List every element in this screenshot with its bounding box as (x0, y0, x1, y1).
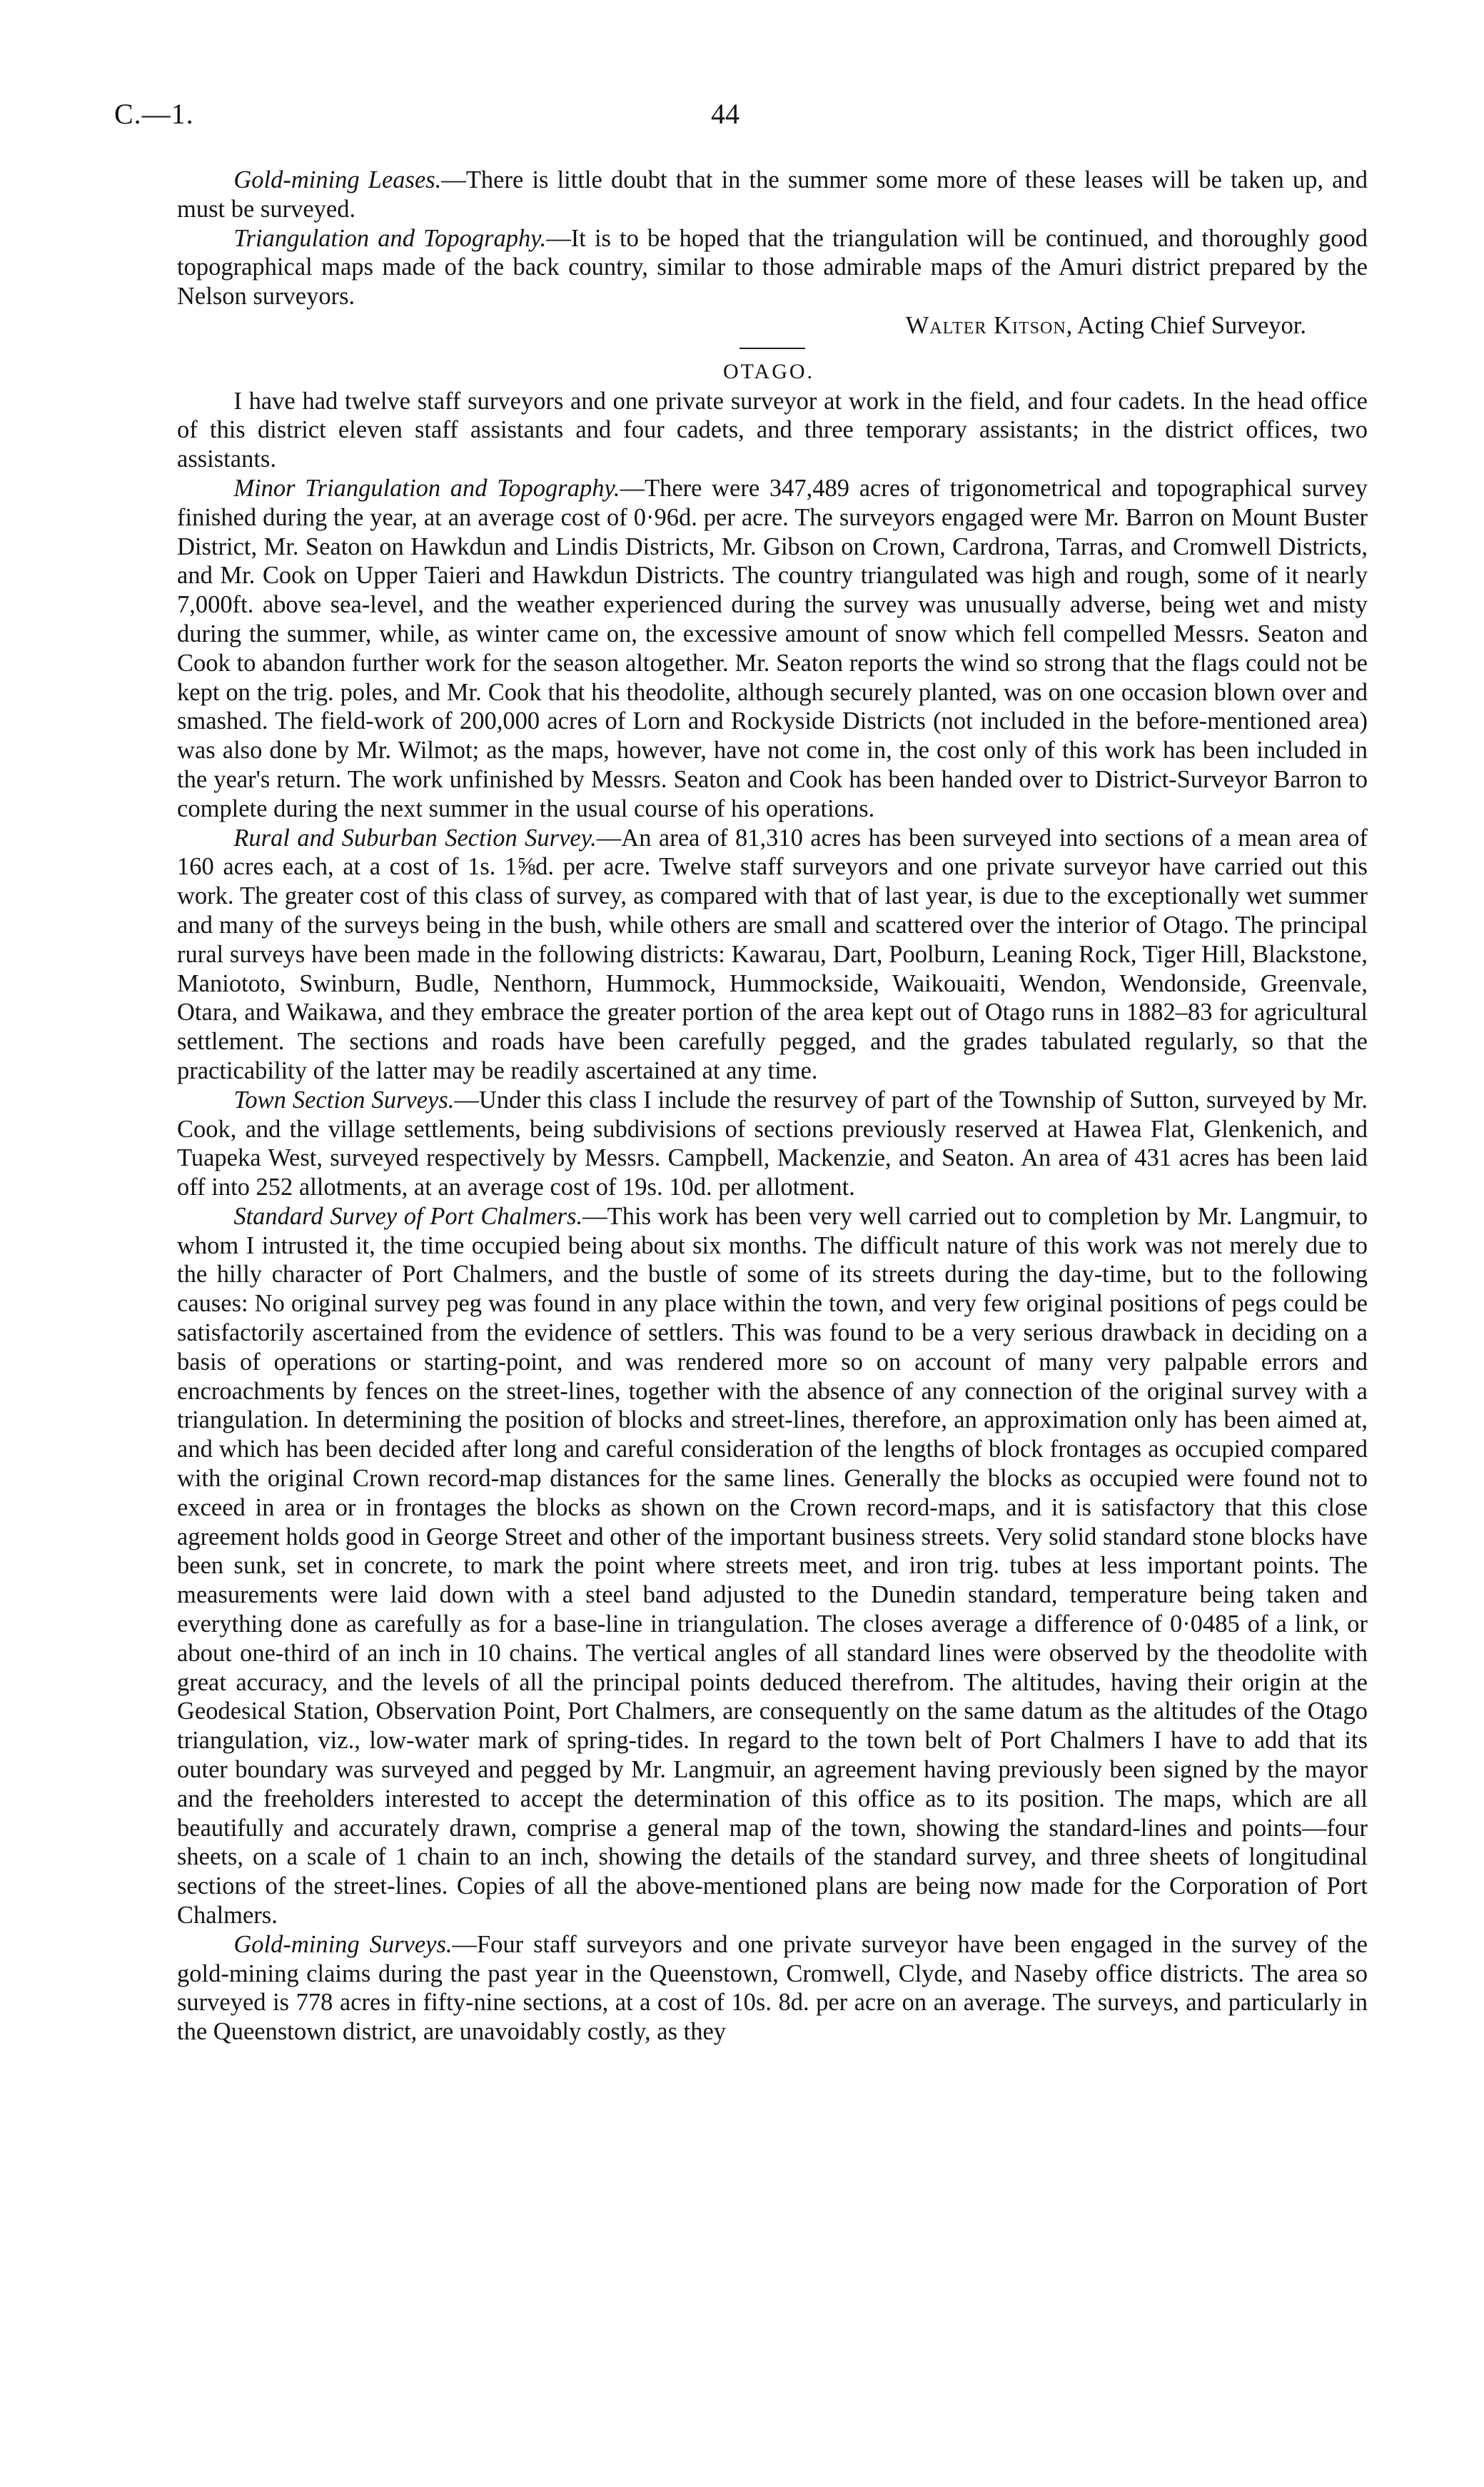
paragraph-text: —Under this class I include the resurvey of part of the Township of Sutton, surveyed by Mr. Cook, and the village settlements, being subdivisions of sections previously reserved at Hawea Flat, Glenkenich, and Tuapeka West, surveyed respectively by Messrs. Campbell, Mackenzie, and Seaton. An area of 431 acres has been laid off into 252 allotments, at an average cost of 19s. 10d. per allotment. (177, 1086, 1368, 1201)
signature-line (177, 311, 1368, 340)
paragraph-town-section-surveys (177, 1086, 1368, 1202)
paragraph-standard-survey-port-chalmers (177, 1202, 1368, 1930)
paragraph-staff-summary (177, 387, 1368, 474)
page-header (114, 97, 1371, 140)
body-text (177, 166, 1368, 2047)
paragraph-heading: Gold-mining Surveys. (233, 1930, 453, 1958)
section-divider (177, 340, 1368, 358)
paragraph-minor-triangulation (177, 474, 1368, 824)
divider-rule (740, 348, 805, 349)
paragraph-text: I have had twelve staff surveyors and one private surveyor at work in the field, and four cadets. In the head office of this district eleven staff assistants and four cadets, and three temporary assistants; in the district offices, two assistants. (177, 387, 1368, 473)
paragraph-rural-suburban-survey (177, 824, 1368, 1086)
paragraph-text: —This work has been very well carried out to completion by Mr. Langmuir, to whom I intrusted it, the time occupied being about six months. The difficult nature of this work was not merely due to the hilly character of Port Chalmers, and the bustle of some of its streets during the day-time, but to the following causes: No original survey peg was found in any place within the town, and very few original positions of pegs could be satisfactorily ascertained from the evidence of settlers. This was found to be a very serious drawback in deciding on a basis of operations or starting-point, and was rendered more so on account of many very palpable errors and encroachments by fences on the street-lines, together with the absence of any connection of the original survey with a triangulation. In determining the position of blocks and street-lines, therefore, an approximation only has been aimed at, and which has been decided after long and careful consideration of the lengths of block frontages as occupied compared with the original Crown record-map distances for the same lines. Generally the blocks as occupied were found not to exceed in area or in frontages the blocks as shown on the Crown record-maps, and it is satisfactory that this close agreement holds good in George Street and other of the important business streets. Very solid standard stone blocks have been sunk, set in concrete, to mark the point where streets meet, and iron trig. tubes at less important points. The measurements were laid down with a steel band adjusted to the Dunedin standard, temperature being taken and everything done as carefully as for a base-line in triangulation. The closes average a difference of 0·0485 of a link, or about one-third of an inch in 10 chains. The vertical angles of all standard lines were observed by the theodolite with great accuracy, and the levels of all the principal points deduced therefrom. The altitudes, having their origin at the Geodesical Station, Observation Point, Port Chalmers, are consequently on the same datum as the altitudes of the Otago triangulation, viz., low-water mark of spring-tides. In regard to the town belt of Port Chalmers I have to add that its outer boundary was surveyed and pegged by Mr. Langmuir, an agreement having previously been signed by the mayor and the freeholders interested to accept the determination of this office as to its position. The maps, which are all beautifully and accurately drawn, comprise a general map of the town, showing the standard-lines and points—four sheets, on a scale of 1 chain to an inch, showing the details of the standard survey, and three sheets of longitudinal sections of the street-lines. Copies of all the above-mentioned plans are being now made for the Corporation of Port Chalmers. (177, 1202, 1368, 1929)
paragraph-text: —There is little doubt that in the summer some more of these leases will be taken up, and must be surveyed. (177, 166, 1368, 223)
paragraph-text: —An area of 81,310 acres has been surveyed into sections of a mean area of 160 acres each, at a cost of 1s. 1⅝d. per acre. Twelve staff surveyors and one private surveyor have carried out this work. The greater cost of this class of survey, as compared with that of last year, is due to the exceptionally wet summer and many of the surveys being in the bush, while others are small and scattered over the interior of Otago. The principal rural surveys have been made in the following districts: Kawarau, Dart, Poolburn, Leaning Rock, Tiger Hill, Blackstone, Maniototo, Swinburn, Budle, Nenthorn, Hummock, Hummockside, Waikouaiti, Wendon, Wendonside, Greenvale, Otara, and Waikawa, and they embrace the greater portion of the area kept out of Otago runs in 1882–83 for agricultural settlement. The sections and roads have been carefully pegged, and the grades tabulated regularly, so that the practicability of the latter may be readily ascertained at any time. (177, 824, 1368, 1084)
document-reference: C.—1. (114, 98, 194, 130)
paragraph-heading: Rural and Suburban Section Survey. (233, 824, 597, 852)
paragraph-heading: Triangulation and Topography. (233, 224, 547, 252)
section-title: OTAGO. (722, 359, 815, 383)
paragraph-gold-mining-surveys (177, 1930, 1368, 2047)
paragraph-heading: Town Section Surveys. (233, 1086, 455, 1114)
paragraph-heading: Standard Survey of Port Chalmers. (233, 1202, 583, 1230)
paragraph-text: —It is to be hoped that the triangulation will be continued, and thoroughly good topographical maps made of the back country, similar to those admirable maps of the Amuri district prepared by the Nelson surveyors. (177, 224, 1368, 311)
paragraph-heading: Minor Triangulation and Topography. (233, 474, 620, 502)
page-number: 44 (711, 98, 740, 130)
signature-title: , Acting Chief Surveyor. (1066, 311, 1306, 339)
paragraph-heading: Gold-mining Leases. (233, 166, 442, 193)
paragraph-text: —There were 347,489 acres of trigonometrical and topographical survey finished during the year, at an average cost of 0·96d. per acre. The surveyors engaged were Mr. Barron on Mount Buster District, Mr. Seaton on Hawkdun and Lindis Districts, Mr. Gibson on Crown, Cardrona, Tarras, and Cromwell Districts, and Mr. Cook on Upper Taieri and Hawkdun Districts. The country triangulated was high and rough, some of it nearly 7,000ft. above sea-level, and the weather experienced during the survey was unusually adverse, being wet and misty during the summer, while, as winter came on, the excessive amount of snow which fell compelled Messrs. Seaton and Cook to abandon further work for the season altogether. Mr. Seaton reports the wind so strong that the flags could not be kept on the trig. poles, and Mr. Cook that his theodolite, although securely planted, was on one occasion blown over and smashed. The field-work of 200,000 acres of Lorn and Rockyside Districts (not included in the before-mentioned area) was also done by Mr. Wilmot; as the maps, however, have not come in, the cost only of this work has been included in the year's return. The work unfinished by Messrs. Seaton and Cook has been handed over to District-Surveyor Barron to complete during the next summer in the usual course of his operations. (177, 474, 1368, 822)
signature-name: Walter Kitson (905, 311, 1066, 339)
paragraph-triangulation-topography (177, 224, 1368, 311)
paragraph-gold-mining-leases (177, 166, 1368, 224)
paragraph-text: —Four staff surveyors and one private surveyor have been engaged in the survey of the gold-mining claims during the past year in the Queenstown, Cromwell, Clyde, and Naseby office districts. The area so surveyed is 778 acres in fifty-nine sections, at a cost of 10s. 8d. per acre on an average. The surveys, and particularly in the Queenstown district, are unavoidably costly, as they (177, 1930, 1368, 2046)
